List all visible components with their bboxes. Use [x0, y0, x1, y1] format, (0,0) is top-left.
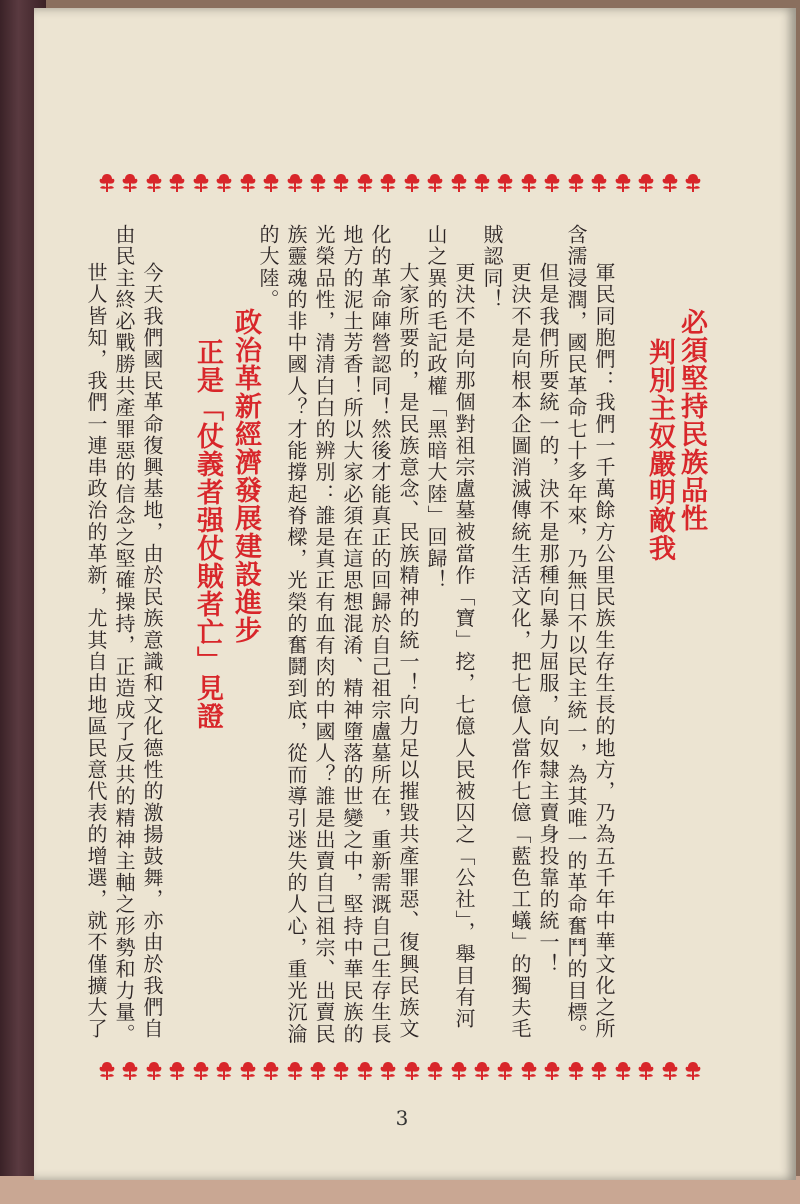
- flower-ornament-icon: [424, 171, 446, 195]
- text-column: 含濡浸潤，國民革命七十多年來，乃無日不以民主統一，為其唯一的革命奮鬥的目標。: [564, 224, 588, 1045]
- section-subtitle: 正是「仗義者强仗賊者亡」見證: [192, 338, 223, 730]
- section-title: 政治革新經濟發展建設進步: [230, 308, 261, 644]
- flower-ornament-icon: [330, 171, 352, 195]
- flower-ornament-icon: [190, 1059, 212, 1083]
- flower-ornament-icon: [518, 1059, 540, 1083]
- text-column: 族靈魂的非中國人？才能撐起脊樑，光榮的奮鬪到底，從而導引迷失的人心，重光沉淪: [284, 224, 308, 1045]
- flower-ornament-icon: [588, 1059, 610, 1083]
- text-column: 山之異的毛記政權「黑暗大陸」回歸！: [424, 224, 448, 592]
- flower-ornament-icon: [588, 171, 610, 195]
- flower-ornament-icon: [237, 1059, 259, 1083]
- flower-ornament-icon: [659, 171, 681, 195]
- flower-ornament-icon: [354, 171, 376, 195]
- flower-ornament-icon: [471, 1059, 493, 1083]
- bottom-flower-border: [96, 1058, 704, 1084]
- flower-ornament-icon: [635, 1059, 657, 1083]
- text-column: 大家所要的，是民族意念、民族精神的統一！向力足以摧毀共產罪惡、復興民族文: [396, 262, 420, 1040]
- top-flower-border: [96, 170, 704, 196]
- flower-ornament-icon: [424, 1059, 446, 1083]
- flower-ornament-icon: [682, 1059, 704, 1083]
- flower-ornament-icon: [166, 171, 188, 195]
- text-column: 軍民同胞們：我們一千萬餘方公里民族生存生長的地方，乃為五千年中華文化之所: [592, 262, 616, 1040]
- flower-ornament-icon: [565, 171, 587, 195]
- text-column: 由民主終必戰勝共產罪惡的信念之堅確操持，正造成了反共的精神主軸之形勢和力量。: [112, 224, 136, 1045]
- flower-ornament-icon: [284, 171, 306, 195]
- flower-ornament-icon: [119, 1059, 141, 1083]
- flower-ornament-icon: [354, 1059, 376, 1083]
- flower-ornament-icon: [494, 1059, 516, 1083]
- flower-ornament-icon: [143, 1059, 165, 1083]
- flower-ornament-icon: [166, 1059, 188, 1083]
- flower-ornament-icon: [518, 171, 540, 195]
- book-cover-bottom: [0, 1176, 800, 1204]
- flower-ornament-icon: [284, 1059, 306, 1083]
- flower-ornament-icon: [401, 171, 423, 195]
- text-column: 地方的泥土芳香！所以大家必須在這思想混淆、精神墮落的世變之中，堅持中華民族的: [340, 224, 364, 1045]
- page-number: 3: [395, 1106, 409, 1130]
- flower-ornament-icon: [541, 171, 563, 195]
- flower-ornament-icon: [190, 171, 212, 195]
- article-subtitle: 判別主奴嚴明敵我: [644, 338, 675, 562]
- flower-ornament-icon: [96, 1059, 118, 1083]
- flower-ornament-icon: [448, 171, 470, 195]
- flower-ornament-icon: [377, 1059, 399, 1083]
- flower-ornament-icon: [471, 171, 493, 195]
- flower-ornament-icon: [682, 171, 704, 195]
- flower-ornament-icon: [659, 1059, 681, 1083]
- flower-ornament-icon: [494, 171, 516, 195]
- flower-ornament-icon: [260, 171, 282, 195]
- flower-ornament-icon: [377, 171, 399, 195]
- flower-ornament-icon: [541, 1059, 563, 1083]
- text-column: 光榮品性，清清白白的辨別：誰是真正有血有肉的中國人？誰是出賣自己祖宗、出賣民: [312, 224, 336, 1045]
- flower-ornament-icon: [307, 1059, 329, 1083]
- flower-ornament-icon: [401, 1059, 423, 1083]
- text-column: 的大陸。: [256, 224, 280, 311]
- text-column: 但是我們所要統一的，決不是那種向暴力屈服，向奴隸主賣身投靠的統一！: [536, 262, 560, 975]
- text-column: 今天我們國民革命復興基地，由於民族意識和文化德性的激揚鼓舞，亦由於我們自: [140, 262, 164, 1040]
- text-column: 化的革命陣營認同！然後才能真正的回歸於自己祖宗盧墓所在，重新需溉自己生存生長: [368, 224, 392, 1045]
- flower-ornament-icon: [260, 1059, 282, 1083]
- flower-ornament-icon: [448, 1059, 470, 1083]
- text-column: 更決不是向那個對祖宗盧墓被當作「寶」挖，七億人民被囚之「公社」，舉目有河: [452, 262, 476, 1030]
- flower-ornament-icon: [96, 171, 118, 195]
- flower-ornament-icon: [237, 171, 259, 195]
- flower-ornament-icon: [330, 1059, 352, 1083]
- article-title: 必須堅持民族品性: [676, 308, 707, 532]
- flower-ornament-icon: [213, 171, 235, 195]
- flower-ornament-icon: [612, 171, 634, 195]
- flower-ornament-icon: [635, 171, 657, 195]
- text-column: 賊認同！: [480, 224, 504, 311]
- flower-ornament-icon: [307, 171, 329, 195]
- text-column: 更決不是向根本企圖消滅傳統生活文化，把七億人當作七億「藍色工蟻」的獨夫毛: [508, 262, 532, 1040]
- flower-ornament-icon: [612, 1059, 634, 1083]
- flower-ornament-icon: [565, 1059, 587, 1083]
- text-column: 世人皆知，我們一連串政治的革新，尤其自由地區民意代表的增選，就不僅擴大了: [84, 262, 108, 1040]
- flower-ornament-icon: [213, 1059, 235, 1083]
- flower-ornament-icon: [119, 171, 141, 195]
- flower-ornament-icon: [143, 171, 165, 195]
